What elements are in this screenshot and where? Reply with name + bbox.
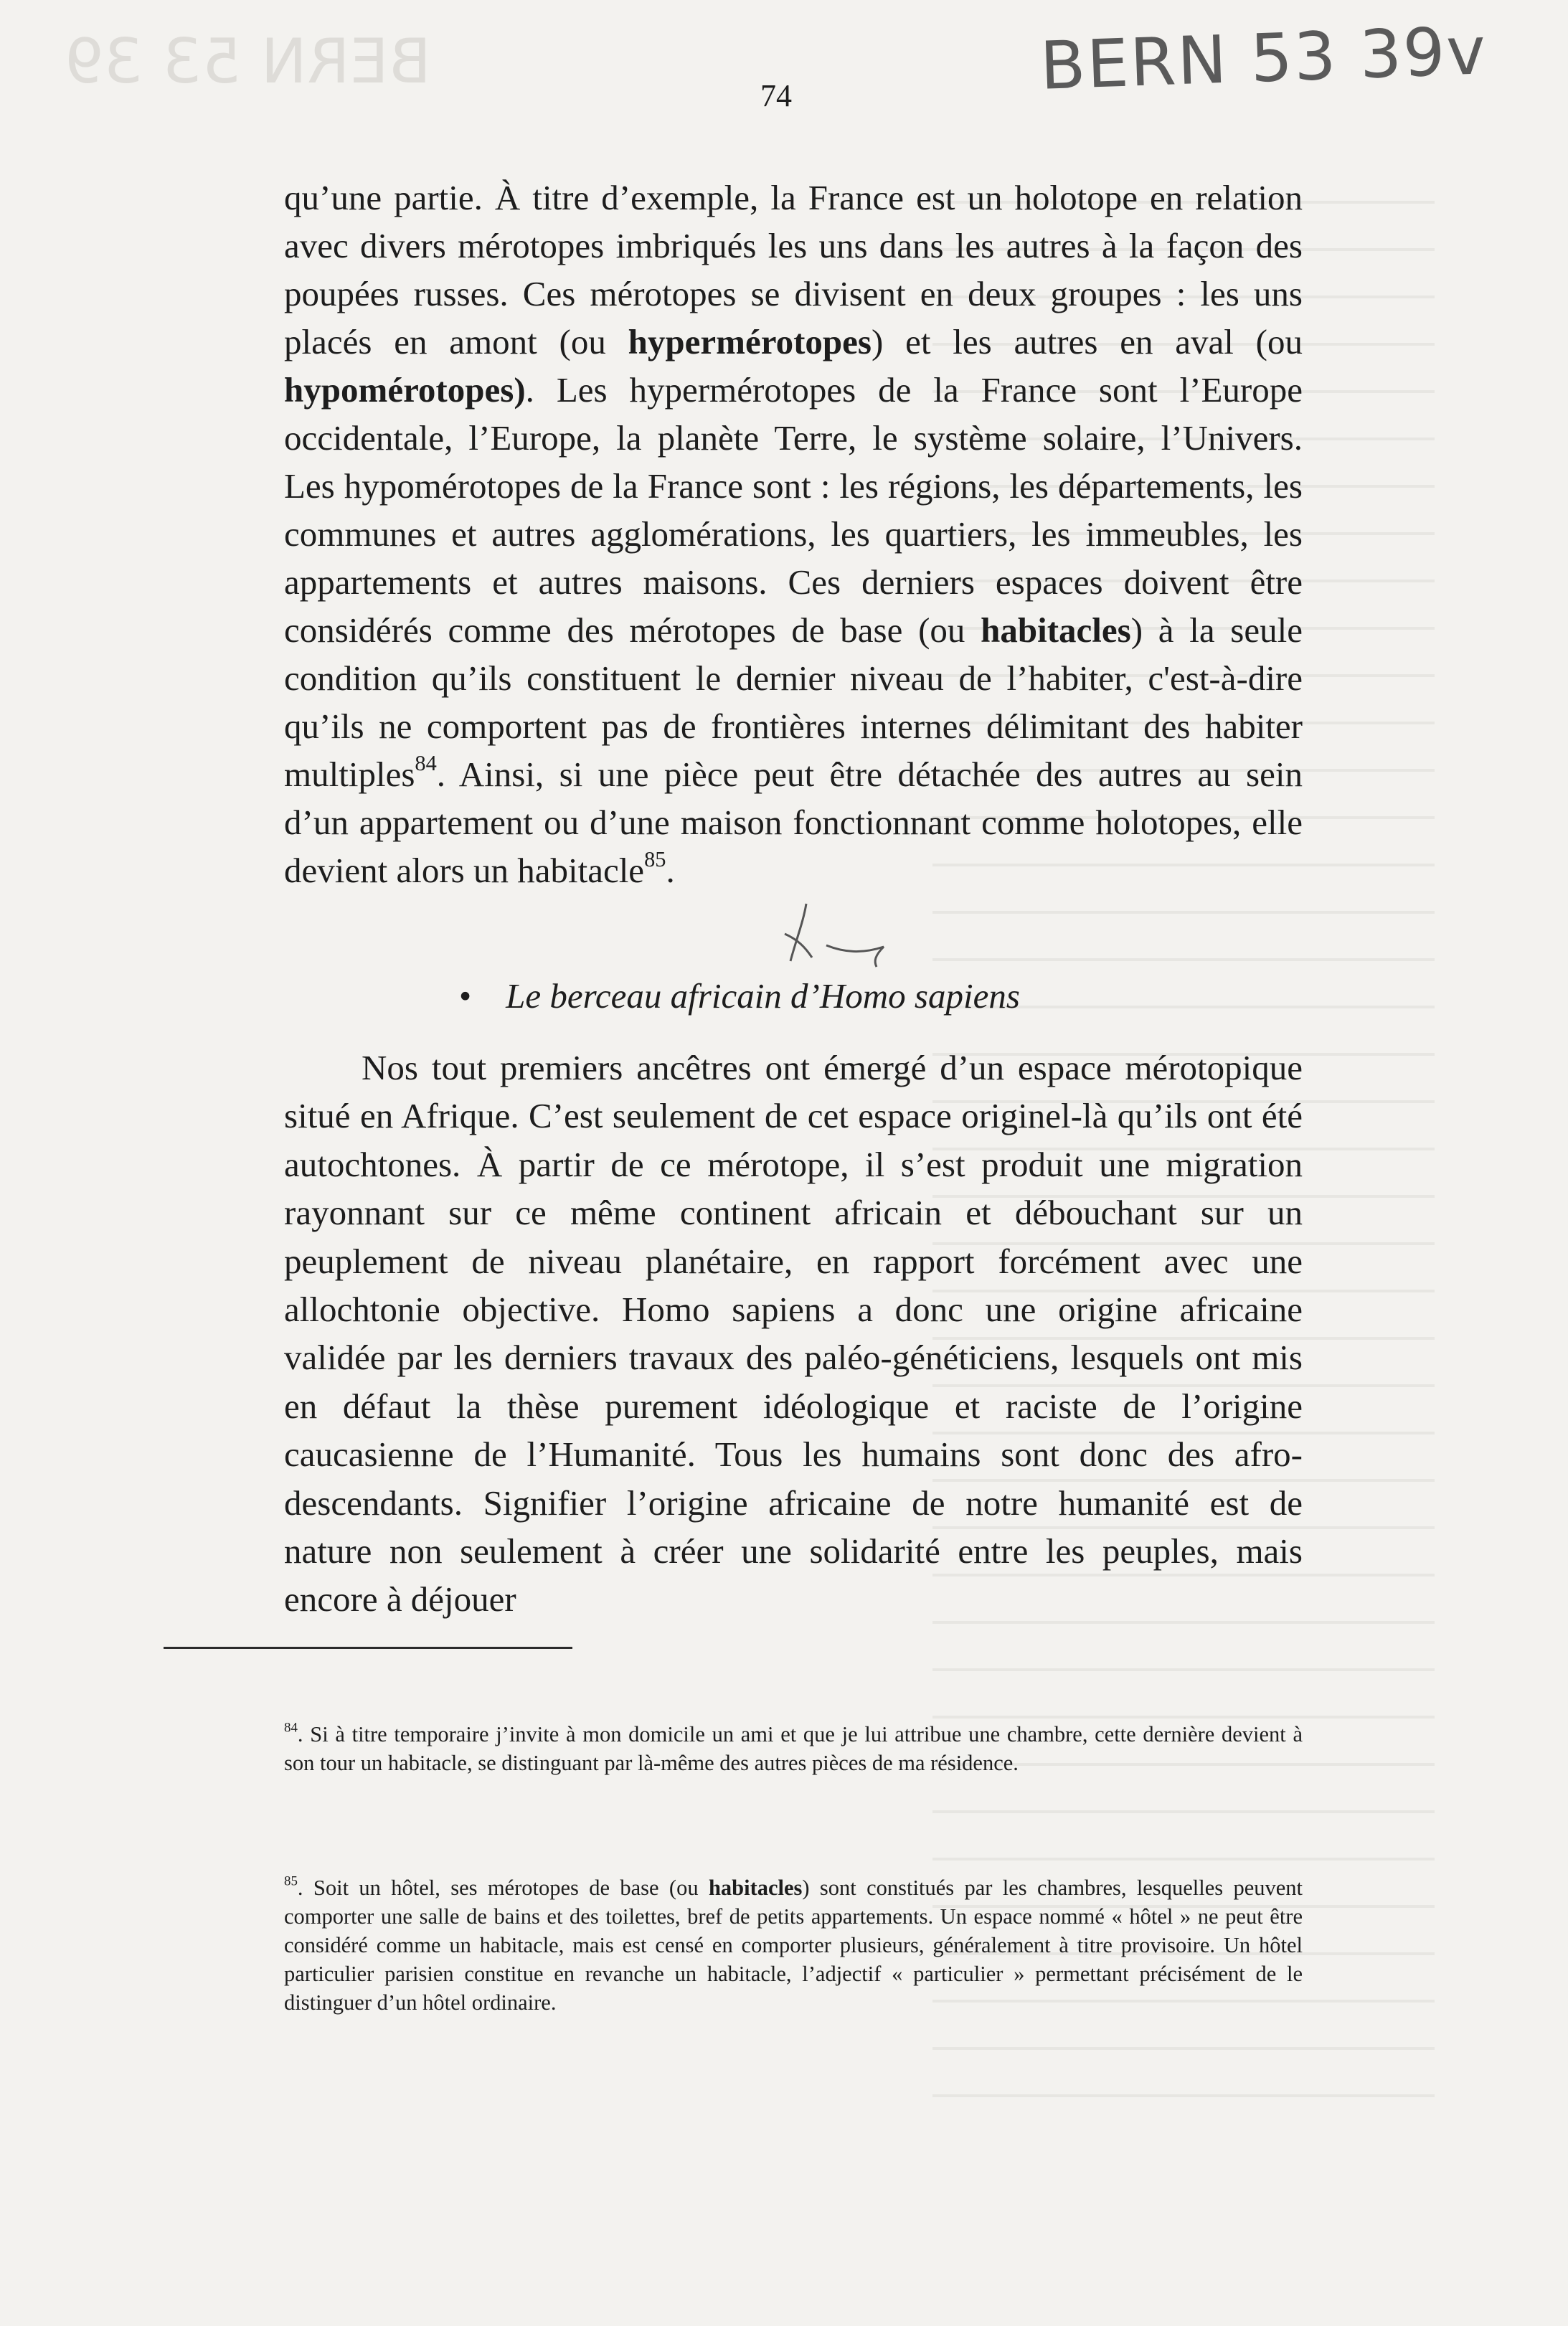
footnote-divider — [164, 1647, 572, 1649]
main-paragraph — [284, 174, 1303, 894]
paragraph-text: ) et les autres en aval (ou — [871, 322, 1303, 361]
paragraph-text: Nos tout premiers ancêtres ont émergé d’un espace mérotopique situé en Afrique. C’est seulement de cet espace originel-là qu’ils ont été autochtones. À partir de ce mérotope, il s’est produit une migration rayonnant sur ce même continent africain et débouchant sur un peuplement de niveau planétaire, en rapport forcément avec une allochtonie objective. Homo sapiens a donc une origine africaine validée par les derniers travaux des paléo-généticiens, lesquels ont mis en défaut la thèse purement idéologique et raciste de l’origine caucasienne de l’Humanité. Tous les humains sont donc des afro-descendants. Signifier l’origine africaine de notre humanité est de nature non seulement à créer une solidarité entre les peuples, mais encore à déjouer — [284, 1048, 1303, 1620]
bold-term: habitacles — [708, 1876, 803, 1900]
footnote-text: ) sont constitués par les chambres, lesquelles peuvent comporter une salle de bains et des toilettes, bref de petits appartements. Un espace nommé « hôtel » ne peut être considéré comme un habitacle, mais est censé en comporter plusieurs, généralement à titre provisoire. Un hôtel particulier parisien constitue en revanche un habitacle, l’adjectif « particulier » permettant précisément de le distinguer d’un hôtel ordinaire. — [284, 1876, 1303, 2015]
page-number: 74 — [760, 78, 792, 113]
footnote-85 — [284, 1873, 1303, 2017]
bullet: • — [459, 976, 472, 1016]
bold-term: hypomérotopes) — [284, 370, 526, 410]
main-paragraph-2 — [284, 1044, 1303, 1624]
bold-term: habitacles — [981, 610, 1131, 650]
footnote-text: . Si à titre temporaire j’invite à mon domicile un ami et que je lui attribue une chambre, cette dernière devient à son tour un habitacle, se distinguant par là-même des autres pièces de ma résidence. — [284, 1722, 1303, 1775]
section-heading-text: Le berceau africain d’Homo sapiens — [506, 976, 1020, 1016]
footnote-84 — [284, 1720, 1303, 1777]
bold-term: hypermérotopes — [628, 322, 872, 361]
paragraph-text: . Les hypermérotopes de la France sont l’Europe occidentale, l’Europe, la planète Terre, le système solaire, l’Univers. Les hypomérotopes de la France sont : les régions, les départements, les communes et autres agglomérations, les quartiers, les immeubles, les appartements et autres maisons. Ces derniers espaces doivent être considérés comme des mérotopes de base (ou — [284, 370, 1303, 650]
paragraph-text: ) à la seule condition qu’ils constituent le dernier niveau de l’habiter, c'est-à-dire qu’ils ne comportent pas de frontières internes délimitant des habiter multiples — [284, 610, 1303, 794]
footnote-ref[interactable]: 85 — [644, 847, 666, 872]
footnote-ref[interactable]: 84 — [415, 751, 437, 776]
archive-mark: BERN 53 39v — [1039, 12, 1488, 105]
paragraph-text: . Ainsi, si une pièce peut être détachée des autres au sein d’un appartement ou d’une maison fonctionnant comme holotopes, elle devient alors un habitacle — [284, 755, 1303, 890]
paragraph-text: qu’une partie. À titre d’exemple, la France est un holotope en relation avec divers mérotopes imbriqués les uns dans les autres à la façon des poupées russes. Ces mérotopes se divisent en deux groupes : les uns placés en amont (ou — [284, 178, 1303, 361]
footnote-mark: 84 — [284, 1720, 298, 1736]
paragraph-text: . — [666, 851, 675, 890]
footnote-mark: 85 — [284, 1873, 298, 1889]
section-heading — [459, 975, 1020, 1016]
handwritten-scribble — [783, 889, 891, 968]
footnote-text: . Soit un hôtel, ses mérotopes de base (ou — [297, 1876, 709, 1900]
bleed-through-mark: BERN 53 39 — [65, 26, 431, 98]
